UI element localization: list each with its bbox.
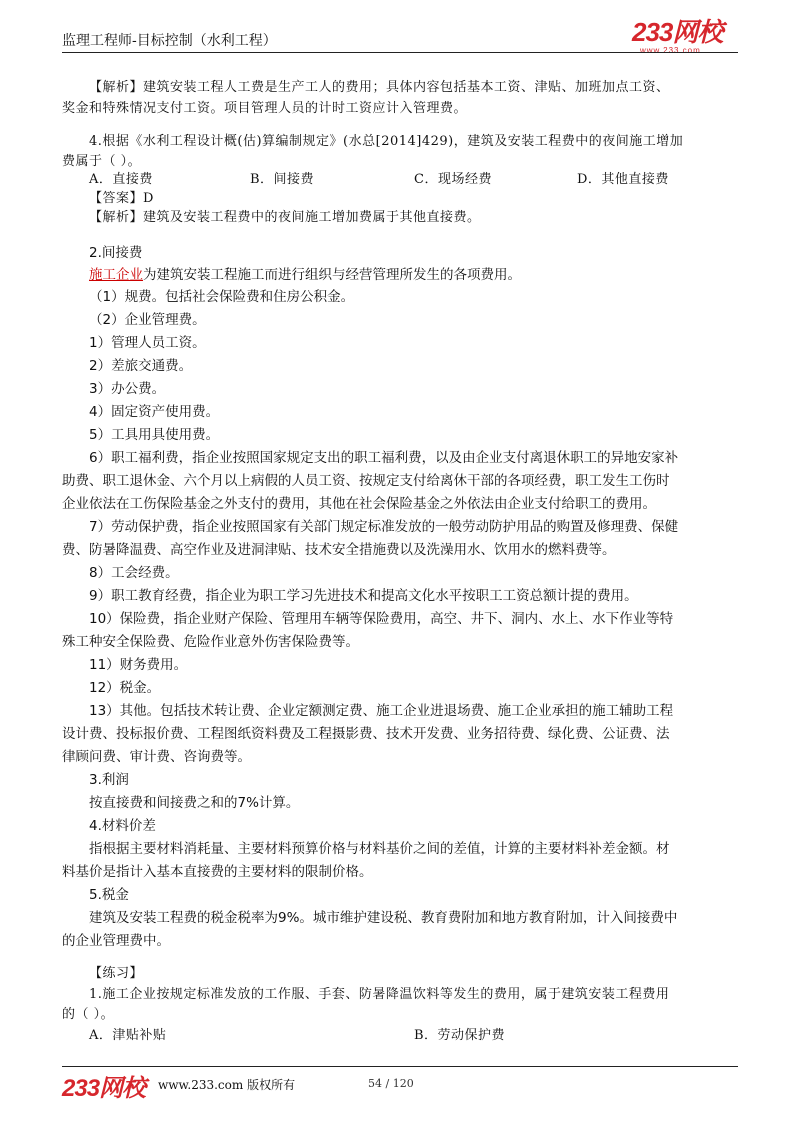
practice-question-1-cont: 的（ ）。 — [62, 1007, 115, 1022]
footer-logo: 233网校 — [62, 1075, 146, 1102]
section-5-line-2: 的企业管理费中。 — [62, 933, 170, 949]
brand-logo-text: 233网校 — [632, 17, 723, 47]
intro-link[interactable]: 施工企业 — [89, 267, 143, 283]
sub-item-3: 3）办公费。 — [89, 381, 166, 397]
section-3-text: 按直接费和间接费之和的7%计算。 — [89, 795, 300, 811]
sub-item-10-line-2: 殊工种安全保险费、危险作业意外伤害保险费等。 — [62, 634, 359, 650]
section-2-intro — [89, 263, 521, 283]
sub-item-13-line-1: 13）其他。包括技术转让费、企业定额测定费、施工企业进退场费、施工企业承担的施工辅助工程 — [89, 703, 674, 719]
section-2-item-1: （1）规费。包括社会保险费和住房公积金。 — [89, 289, 355, 305]
practice-option-a: A．津贴补贴 — [89, 1028, 167, 1043]
section-5-line-1: 建筑及安装工程费的税金税率为9%。城市维护建设税、教育费附加和地方教育附加，计入间接费中 — [89, 910, 678, 926]
section-2-heading: 2.间接费 — [89, 245, 143, 261]
sub-item-2: 2）差旅交通费。 — [89, 358, 193, 374]
sub-item-5: 5）工具用具使用费。 — [89, 427, 220, 443]
question-4-stem: 4.根据《水利工程设计概(估)算编制规定》(水总[2014]429)，建筑及安装工程费中的夜间施工增加 — [89, 134, 684, 149]
brand-logo — [632, 18, 722, 55]
practice-heading: 【练习】 — [89, 966, 144, 981]
analysis-line-cont: 奖金和特殊情况支付工资。项目管理人员的计时工资应计入管理费。 — [62, 101, 468, 116]
document-header-title: 监理工程师-目标控制（水利工程） — [62, 33, 277, 49]
sub-item-10-line-1: 10）保险费，指企业财产保险、管理用车辆等保险费用，高空、井下、洞内、水上、水下作业等特 — [89, 611, 674, 627]
sub-item-1: 1）管理人员工资。 — [89, 335, 206, 351]
footer-copyright: www.233.com 版权所有 — [158, 1078, 296, 1092]
analysis-line: 【解析】建筑安装工程人工费是生产工人的费用；具体内容包括基本工资、津贴、加班加点工资、 — [89, 80, 670, 95]
sub-item-6-line-2: 助费、职工退休金、六个月以上病假的人员工资、按规定支付给离休干部的各项经费，职工发生工伤时 — [62, 473, 670, 489]
sub-item-7-line-1: 7）劳动保护费，指企业按照国家有关部门规定标准发放的一般劳动防护用品的购置及修理费、保健 — [89, 519, 679, 535]
section-3-heading: 3.利润 — [89, 772, 129, 788]
question-4-analysis: 【解析】建筑及安装工程费中的夜间施工增加费属于其他直接费。 — [89, 210, 481, 225]
sub-item-6-line-3: 企业依法在工伤保险基金之外支付的费用，其他在社会保险基金之外依法由企业支付给职工的费用。 — [62, 496, 656, 512]
section-4-heading: 4.材料价差 — [89, 818, 156, 834]
question-4-option-c: C．现场经费 — [414, 172, 492, 187]
sub-item-4: 4）固定资产使用费。 — [89, 404, 220, 420]
practice-question-1: 1.施工企业按规定标准发放的工作服、手套、防暑降温饮料等发生的费用，属于建筑安装工程费用 — [89, 987, 670, 1002]
sub-item-13-line-2: 设计费、投标报价费、工程图纸资料费及工程摄影费、技术开发费、业务招待费、绿化费、公证费、法 — [62, 726, 670, 742]
question-4-option-d: D．其他直接费 — [577, 172, 669, 187]
footer-rule — [62, 1066, 738, 1067]
question-4-answer: 【答案】D — [89, 191, 154, 206]
question-4-option-b: B．间接费 — [250, 172, 315, 187]
sub-item-6-line-1: 6）职工福利费，指企业按照国家规定支出的职工福利费，以及由企业支付离退休职工的异地安家补 — [89, 450, 679, 466]
sub-item-11: 11）财务费用。 — [89, 657, 188, 673]
header-rule — [62, 52, 738, 53]
page-number: 54 / 120 — [368, 1077, 414, 1090]
sub-item-8: 8）工会经费。 — [89, 565, 179, 581]
question-4-stem-cont: 费属于（ ）。 — [62, 154, 142, 169]
section-5-heading: 5.税金 — [89, 887, 129, 903]
intro-text: 为建筑安装工程施工而进行组织与经营管理所发生的各项费用。 — [143, 267, 521, 283]
sub-item-13-line-3: 律顾问费、审计费、咨询费等。 — [62, 749, 251, 765]
practice-option-b: B．劳动保护费 — [414, 1028, 506, 1043]
section-2-item-2: （2）企业管理费。 — [89, 312, 206, 328]
sub-item-9: 9）职工教育经费，指企业为职工学习先进技术和提高文化水平按职工工资总额计提的费用。 — [89, 588, 638, 604]
question-4-option-a: A．直接费 — [89, 172, 153, 187]
sub-item-7-line-2: 费、防暑降温费、高空作业及进洞津贴、技术安全措施费以及洗澡用水、饮用水的燃料费等。 — [62, 542, 616, 558]
section-4-line-1: 指根据主要材料消耗量、主要材料预算价格与材料基价之间的差值，计算的主要材料补差金额。材 — [89, 841, 670, 857]
sub-item-12: 12）税金。 — [89, 680, 161, 696]
section-4-line-2: 料基价是指计入基本直接费的主要材料的限制价格。 — [62, 864, 373, 880]
brand-logo-url: www.233.com — [640, 46, 701, 55]
